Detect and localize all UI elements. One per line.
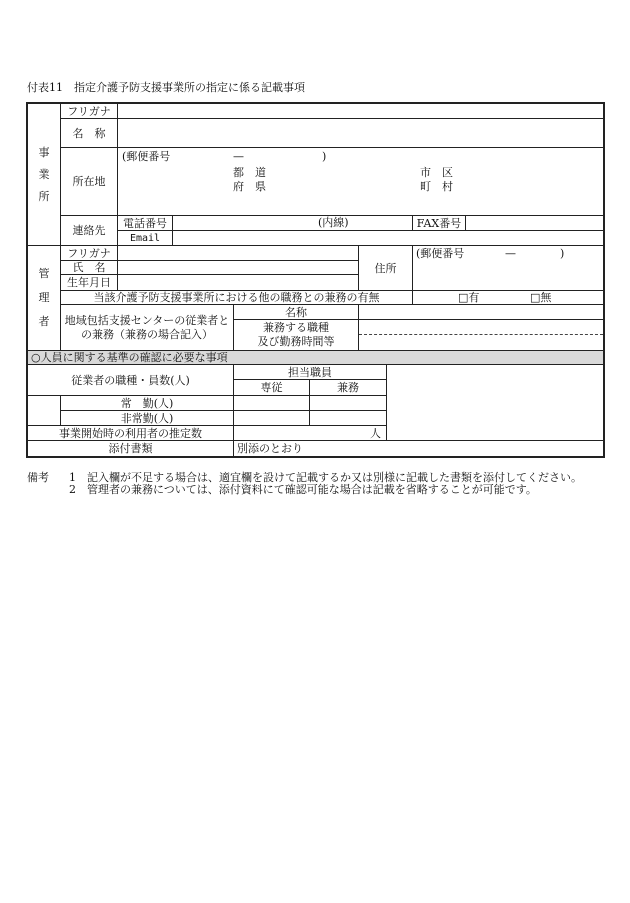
manager-address-field <box>412 245 604 291</box>
office-furigana-field <box>117 103 604 119</box>
part-time-concurrent-field <box>309 410 387 426</box>
manager-birthdate-field <box>117 274 359 291</box>
manager-section-label: 管理者 <box>38 267 50 328</box>
office-fax-label: FAX番号 <box>412 215 466 231</box>
notes-list <box>69 472 614 496</box>
office-name-label: 名 称 <box>60 118 118 148</box>
office-postal-dash: — <box>233 150 244 163</box>
estimated-users-field <box>233 425 387 441</box>
staff-blank-cell <box>27 395 61 426</box>
office-fax-field <box>465 215 604 231</box>
manager-birthdate-label: 生年月日 <box>60 274 118 291</box>
office-name-field <box>117 118 604 148</box>
estimated-users-label: 事業開始時の利用者の推定数 <box>27 425 234 441</box>
staff-count-label: 従業者の職種・員数(人) <box>27 364 234 396</box>
estimated-users-unit: 人 <box>370 426 381 440</box>
manager-furigana-field <box>117 245 359 261</box>
manager-postal-suffix: ) <box>560 247 565 260</box>
center-role-label <box>233 319 359 351</box>
note-text: 管理者の兼務については、添付資料にて確認可能な場合は記載を省略することが可能です。 <box>87 483 537 496</box>
regular-dedicated-field <box>233 395 310 411</box>
office-section-label: 事業所 <box>38 145 50 203</box>
office-section-cell <box>27 103 61 246</box>
office-prefecture-line1: 都 道 <box>233 166 266 179</box>
office-phone-field <box>172 215 413 231</box>
note-text: 記入欄が不足する場合は、適宜欄を設けて記載するか又は別様に記載した書類を添付してください。 <box>87 471 582 484</box>
manager-postal-prefix: (郵便番号 <box>416 247 465 260</box>
notes-label: 備考 <box>27 471 49 484</box>
concurrent-header: 兼務 <box>309 379 387 396</box>
office-address-label: 所在地 <box>60 147 118 216</box>
center-concurrent-label-line1: 地域包括支援センターの従業者と <box>64 313 230 327</box>
office-extension-label: (内線) <box>318 216 349 229</box>
assigned-staff-header: 担当職員 <box>233 364 387 380</box>
note-item <box>69 484 614 496</box>
staffing-section-header: ○人員に関する基準の確認に必要な事項 <box>27 350 604 365</box>
dedicated-header: 専従 <box>233 379 310 396</box>
center-concurrent-label <box>60 304 234 351</box>
center-role-field <box>358 319 604 351</box>
manager-name-label: 氏 名 <box>60 260 118 275</box>
option-no-checkbox: □無 <box>530 291 552 304</box>
center-role-label-line1: 兼務する職種 <box>263 321 329 334</box>
office-prefecture-line2: 府 県 <box>233 180 266 193</box>
attachments-value: 別添のとおり <box>233 440 604 457</box>
center-name-label: 名称 <box>233 304 359 320</box>
option-yes-checkbox: □有 <box>458 291 480 304</box>
form-title: 付表11 指定介護予防支援事業所の指定に係る記載事項 <box>27 81 305 94</box>
manager-address-label: 住所 <box>358 245 413 291</box>
note-number: 2 <box>69 483 76 496</box>
center-concurrent-label-line2: の兼務（兼務の場合記入） <box>81 327 213 341</box>
attachments-label: 添付書類 <box>27 440 234 457</box>
manager-postal-dash: — <box>505 247 516 260</box>
note-number: 1 <box>69 471 76 484</box>
office-city-line2: 町 村 <box>420 180 453 193</box>
manager-concurrent-duty-label: 当該介護予防支援事業所における他の職務との兼務の有無 <box>60 290 413 305</box>
office-furigana-label: フリガナ <box>60 103 118 119</box>
office-email-field <box>172 230 604 246</box>
regular-concurrent-field <box>309 395 387 411</box>
regular-staff-label: 常 勤(人) <box>60 395 234 411</box>
part-time-staff-label: 非常勤(人) <box>60 410 234 426</box>
part-time-dedicated-field <box>233 410 310 426</box>
center-name-field <box>358 304 604 320</box>
manager-section-cell <box>27 245 61 351</box>
manager-furigana-label: フリガナ <box>60 245 118 261</box>
office-address-field <box>117 147 604 216</box>
center-role-label-line2: 及び勤務時間等 <box>257 335 335 348</box>
manager-concurrent-duty-options <box>412 290 604 305</box>
office-city-line1: 市 区 <box>420 166 453 179</box>
office-email-label: Email <box>117 230 173 246</box>
staffing-blank-area <box>386 364 604 441</box>
manager-name-field <box>117 260 359 275</box>
office-phone-label: 電話番号 <box>117 215 173 231</box>
office-postal-suffix: ) <box>322 150 327 163</box>
dashed-divider <box>359 334 603 335</box>
office-postal-prefix: (郵便番号 <box>122 150 171 163</box>
office-contact-label: 連絡先 <box>60 215 118 246</box>
